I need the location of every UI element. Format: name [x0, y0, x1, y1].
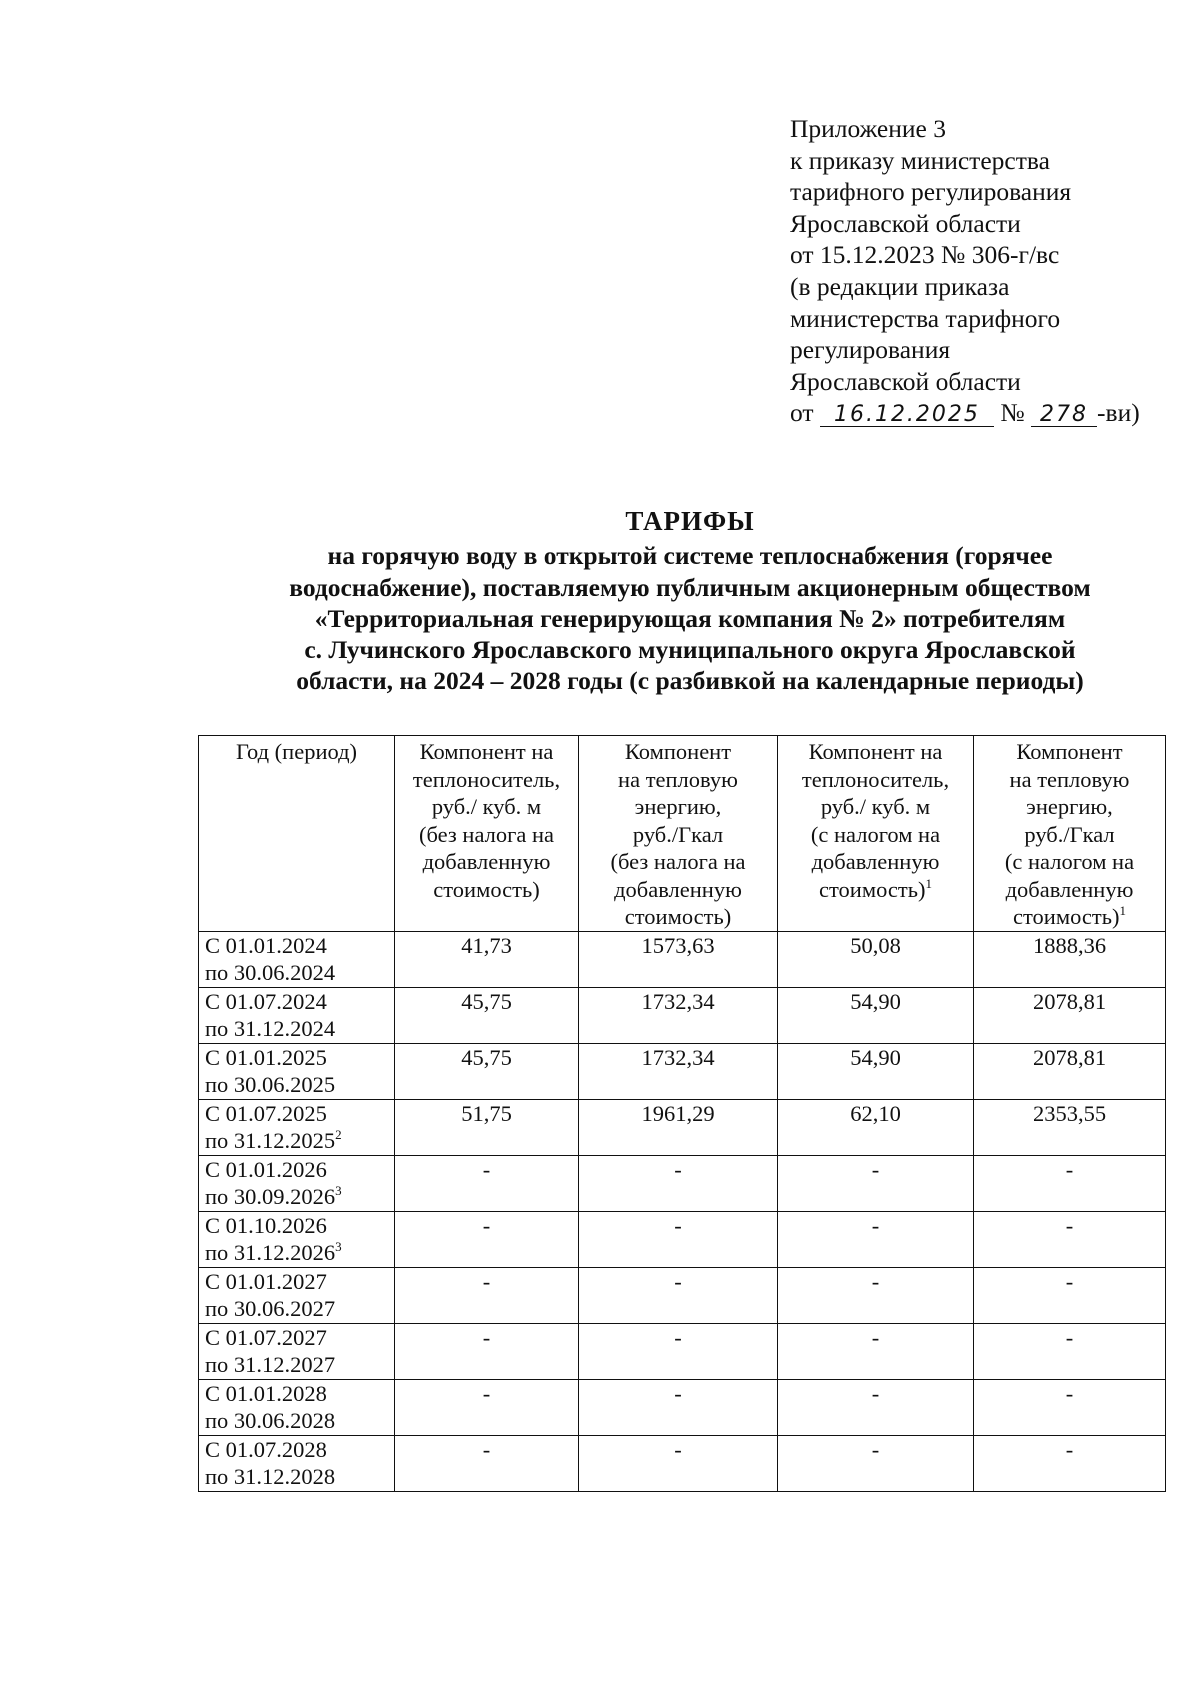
tariff-value-cell: 45,75 — [395, 1043, 579, 1099]
table-row — [199, 1379, 1166, 1435]
tariff-value-cell: 2353,55 — [974, 1099, 1166, 1155]
appendix-line: от 15.12.2023 № 306-г/вс — [790, 240, 1060, 270]
period-cell — [199, 931, 395, 987]
header-line: стоимость) — [624, 904, 732, 929]
tariff-value-cell: 50,08 — [778, 931, 974, 987]
order-number-sign: № — [1000, 398, 1025, 428]
period-from: С 01.01.2025 — [205, 1044, 327, 1070]
period-to-line — [205, 1351, 388, 1379]
table-header-row — [199, 736, 1166, 932]
tariff-value-cell: 1573,63 — [579, 931, 778, 987]
header-line: энергию, — [1026, 794, 1113, 819]
tariff-value-cell: 1888,36 — [974, 931, 1166, 987]
header-line: теплоноситель, — [801, 766, 950, 792]
period-to: по 31.12.2027 — [205, 1352, 336, 1377]
tariff-value-cell: - — [579, 1379, 778, 1435]
period-to: по 30.06.2028 — [205, 1408, 336, 1433]
tariff-value-cell: - — [778, 1435, 974, 1491]
header-line: руб./Гкал — [632, 821, 724, 847]
tariff-value-cell: - — [579, 1155, 778, 1211]
tariff-value-cell: - — [974, 1435, 1166, 1491]
subtitle-line: с. Лучинского Ярославского муниципального округа Ярославской — [304, 635, 1076, 665]
footnote-marker: 1 — [925, 875, 932, 891]
order-prefix: от — [790, 398, 814, 428]
period-to-line — [205, 1071, 388, 1099]
footnote-marker: 1 — [1119, 903, 1126, 918]
tariff-value-cell: - — [395, 1379, 579, 1435]
appendix-block — [790, 113, 1190, 429]
appendix-line: (в редакции приказа — [790, 271, 1010, 301]
table-row — [199, 987, 1166, 1043]
table-row — [199, 1211, 1166, 1267]
period-to: по 31.12.2024 — [205, 1016, 336, 1041]
period-to-line — [205, 1015, 388, 1043]
tariff-value-cell: - — [579, 1267, 778, 1323]
period-cell — [199, 1323, 395, 1379]
table-row — [199, 1043, 1166, 1099]
header-line: Компонент — [1016, 739, 1123, 764]
header-line: руб./ куб. м — [431, 794, 542, 819]
header-line: Компонент — [624, 739, 732, 764]
column-header — [395, 736, 579, 932]
subtitle-line: водоснабжение), поставляемую публичным акционерным обществом — [289, 572, 1091, 602]
period-from: С 01.07.2028 — [205, 1436, 327, 1462]
subtitle-line: «Территориальная генерирующая компания № 2» потребителям — [314, 603, 1066, 633]
period-to-line — [205, 1239, 388, 1267]
tariff-value-cell: - — [974, 1323, 1166, 1379]
tariff-value-cell: - — [974, 1211, 1166, 1267]
header-line: руб./Гкал — [1024, 821, 1115, 847]
period-to: по 30.06.2027 — [205, 1296, 336, 1321]
header-line: добавленную — [811, 849, 940, 874]
header-line: (с налогом на — [810, 821, 941, 847]
subtitle-line: области, на 2024 – 2028 годы (с разбивкой на календарные периоды) — [296, 666, 1084, 696]
period-from: С 01.07.2027 — [205, 1324, 327, 1350]
tariff-value-cell: - — [974, 1267, 1166, 1323]
tariff-value-cell: - — [778, 1323, 974, 1379]
period-to: по 30.06.2025 — [205, 1072, 336, 1097]
tariff-value-cell: - — [579, 1435, 778, 1491]
tariff-value-cell: - — [778, 1155, 974, 1211]
period-cell — [199, 1435, 395, 1491]
header-line: (без налога на — [610, 849, 746, 874]
period-to-line — [205, 1295, 388, 1323]
header-line — [784, 876, 967, 904]
tariff-value-cell: 51,75 — [395, 1099, 579, 1155]
title-main: ТАРИФЫ — [625, 506, 755, 536]
period-cell — [199, 1379, 395, 1435]
tariff-value-cell: 54,90 — [778, 987, 974, 1043]
tariff-value-cell: - — [778, 1211, 974, 1267]
table-row — [199, 1267, 1166, 1323]
header-line: на тепловую — [618, 766, 738, 792]
tariff-value-cell: - — [395, 1435, 579, 1491]
tariff-value-cell: - — [395, 1211, 579, 1267]
period-cell — [199, 1155, 395, 1211]
period-to-line — [205, 1127, 388, 1155]
tariff-value-cell: 62,10 — [778, 1099, 974, 1155]
period-to: по 30.06.2024 — [205, 960, 336, 985]
tariff-value-cell: 1961,29 — [579, 1099, 778, 1155]
tariff-value-cell: - — [579, 1211, 778, 1267]
column-header — [974, 736, 1166, 932]
period-to-line — [205, 1463, 388, 1491]
table-row — [199, 1099, 1166, 1155]
header-line: Компонент на — [808, 739, 943, 764]
period-from: С 01.01.2024 — [205, 932, 327, 958]
header-line: Год (период) — [235, 739, 358, 764]
footnote-marker: 3 — [335, 1183, 342, 1198]
period-to-line — [205, 1183, 388, 1211]
header-line: на тепловую — [1009, 766, 1130, 792]
period-cell — [199, 1043, 395, 1099]
table-row — [199, 1435, 1166, 1491]
tariff-value-cell: - — [974, 1379, 1166, 1435]
handwritten-order-number: 278 — [1031, 404, 1097, 427]
footnote-marker: 3 — [335, 1239, 342, 1254]
period-from: С 01.01.2026 — [205, 1156, 327, 1182]
column-header — [579, 736, 778, 932]
appendix-line: регулирования — [790, 335, 951, 365]
tariff-value-cell: - — [395, 1155, 579, 1211]
tariff-value-cell: - — [579, 1323, 778, 1379]
appendix-line: Ярославской области — [790, 366, 1021, 396]
header-line: руб./ куб. м — [820, 794, 931, 819]
period-cell — [199, 1267, 395, 1323]
document-title — [180, 506, 1200, 697]
tariff-value-cell: 1732,34 — [579, 987, 778, 1043]
appendix-line: Приложение 3 — [790, 114, 946, 143]
period-to-line — [205, 1407, 388, 1435]
header-line: добавленную — [422, 849, 551, 874]
tariff-value-cell: 1732,34 — [579, 1043, 778, 1099]
tariffs-table — [198, 735, 1166, 1492]
tariff-value-cell: - — [395, 1323, 579, 1379]
header-line: (с налогом на — [1004, 849, 1135, 874]
period-to: по 31.12.2028 — [205, 1464, 336, 1489]
period-cell — [199, 1099, 395, 1155]
header-line: (без налога на — [419, 821, 554, 847]
footnote-marker: 2 — [335, 1127, 342, 1142]
table-body — [199, 931, 1166, 1491]
tariff-value-cell: - — [395, 1267, 579, 1323]
appendix-line: тарифного регулирования — [790, 177, 1072, 207]
period-cell — [199, 987, 395, 1043]
tariff-value-cell: 2078,81 — [974, 987, 1166, 1043]
appendix-line: министерства тарифного — [790, 303, 1061, 333]
period-from: С 01.07.2025 — [205, 1100, 327, 1126]
header-line: добавленную — [614, 876, 742, 902]
tariff-value-cell: 54,90 — [778, 1043, 974, 1099]
period-from: С 01.01.2028 — [205, 1380, 327, 1406]
column-header — [199, 736, 395, 932]
table-row — [199, 931, 1166, 987]
header-line — [980, 903, 1159, 931]
header-line: энергию, — [634, 794, 722, 819]
column-header — [778, 736, 974, 932]
header-line: добавленную — [1005, 876, 1134, 902]
table-row — [199, 1155, 1166, 1211]
tariff-value-cell: - — [778, 1267, 974, 1323]
period-cell — [199, 1211, 395, 1267]
period-to-line — [205, 959, 388, 987]
period-to: по 31.12.2026 — [205, 1240, 336, 1265]
appendix-line: к приказу министерства — [790, 145, 1050, 175]
order-suffix: -ви) — [1097, 398, 1140, 428]
tariff-value-cell: 41,73 — [395, 931, 579, 987]
header-line: теплоноситель, — [412, 766, 561, 792]
tariff-value-cell: 2078,81 — [974, 1043, 1166, 1099]
subtitle-line: на горячую воду в открытой системе теплоснабжения (горячее — [327, 541, 1053, 571]
period-from: С 01.01.2027 — [205, 1268, 327, 1294]
period-from: С 01.10.2026 — [205, 1212, 327, 1238]
tariff-value-cell: - — [974, 1155, 1166, 1211]
header-line-text: стоимость) — [1013, 904, 1120, 929]
header-line: Компонент на — [419, 739, 554, 764]
period-to: по 31.12.2025 — [205, 1128, 336, 1153]
appendix-order-line — [790, 397, 1190, 429]
table-row — [199, 1323, 1166, 1379]
tariff-value-cell: - — [778, 1379, 974, 1435]
appendix-line: Ярославской области — [790, 208, 1021, 238]
period-from: С 01.07.2024 — [205, 988, 327, 1014]
tariff-value-cell: 45,75 — [395, 987, 579, 1043]
header-line-text: стоимость) — [819, 876, 926, 902]
handwritten-order-date: 16.12.2025 — [820, 404, 994, 427]
period-to: по 30.09.2026 — [205, 1184, 336, 1209]
header-line: стоимость) — [433, 876, 540, 902]
